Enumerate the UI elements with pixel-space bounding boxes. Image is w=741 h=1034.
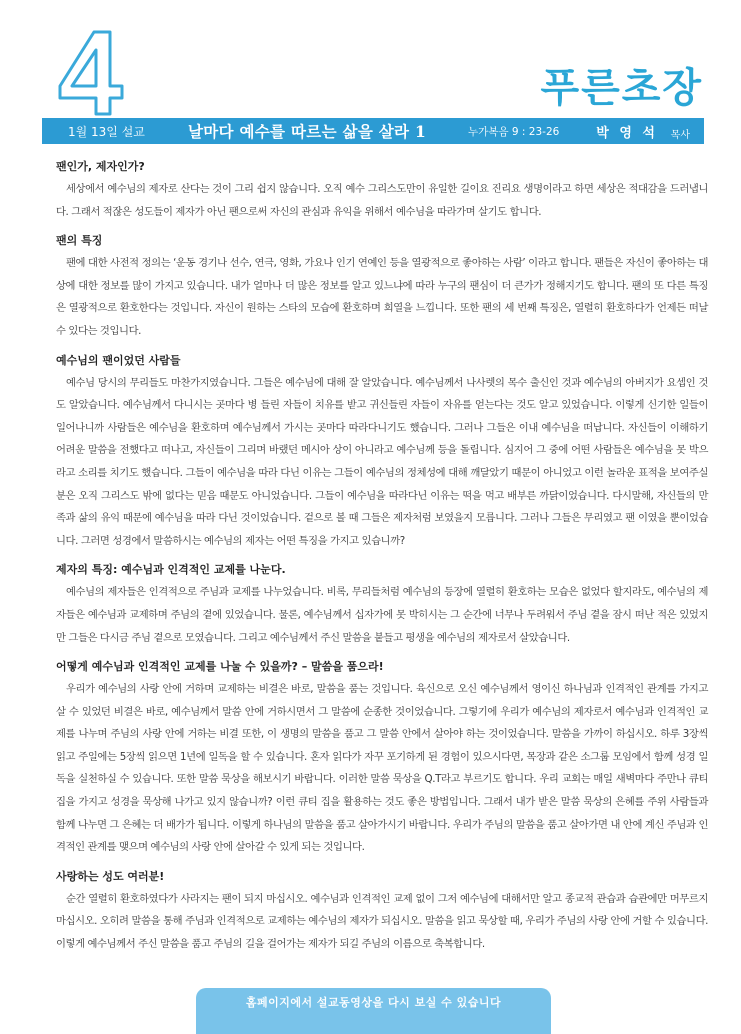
section-heading: 예수님의 팬이었던 사람들	[56, 353, 181, 367]
brand-title: 푸른초장	[540, 65, 703, 111]
sermon-scripture: 누가복음 9 : 23-26	[468, 126, 560, 138]
preacher-name: 박 영 석	[596, 125, 658, 141]
section-fan-traits	[56, 231, 708, 342]
section-body: 순간 열렬히 환호하였다가 사라지는 팬이 되지 마십시오. 예수님과 인격적인 교제 없이 그저 예수님에 대해서만 알고 종교적 관습과 습관에만 머무르지 마십시오. 오히려 말씀을 통해 주님과 인격적으로 교제하는 예수님의 제자가 되십시오. 말씀을 읽고 묵상할 때, 우리가 주님의 사랑 안에 거할 수 있습니다. 이렇게 예수님께서 주신 말씀을 품고 주님의 길을 걸어가는 제자가 되길 주님의 이름으로 축복합니다.	[56, 892, 708, 951]
section-body: 우리가 예수님의 사랑 안에 거하며 교제하는 비결은 바로, 말씀을 품는 것입니다. 육신으로 오신 예수님께서 영이신 하나님과 인격적인 관계를 가지고 살 수 있었던 비결은 바로, 예수님께서 말씀 안에 거하시면서 그 말씀에 순종한 것이었습니다. 그렇기에 우리가 예수님의 제자로서 예수님과 인격적인 교제를 나누며 주님의 사랑 안에 거하는 비결 또한, 이 생명의 말씀을 품고 그 말씀 안에서 살아야 하는 것이었습니다. 말씀을 가까이 하십시오. 하루 3장씩 읽고 주일에는 5장씩 읽으면 1년에 일독을 할 수 있습니다. 혼자 읽다가 자꾸 포기하게 된 경험이 있으시다면, 목장과 같은 소그룹 모임에서 함께 성경 일독을 실천하실 수 있습니다. 또한 말씀 묵상을 해보시기 바랍니다. 이러한 말씀 묵상을 Q.T라고 부르기도 합니다. 우리 교회는 매일 새벽마다 주만나 큐티집을 가지고 성경을 묵상해 나가고 있지 않습니까? 이런 큐티 집을 활용하는 것도 좋은 방법입니다. 그래서 내가 받은 말씀 묵상의 은혜를 주위 사람들과 함께 나누면 그 은혜는 더 배가가 됩니다. 이렇게 하나님의 말씀을 품고 살아가시기 바랍니다. 우리가 주님의 말씀을 품고 살아가면 내 안에 계신 주님과 인격적인 관계를 맺으며 예수님의 사랑 안에 살아갈 수 있게 되는 것입니다.	[56, 683, 708, 854]
section-heading: 제자의 특징: 예수님과 인격적인 교제를 나눈다.	[56, 563, 286, 577]
sermon-title: 날마다 예수를 따르는 삶을 살라 1	[188, 122, 427, 141]
sermon-content	[56, 157, 708, 964]
section-heading: 어떻게 예수님과 인격적인 교제를 나눌 수 있을까? – 말씀을 품으라!	[56, 660, 384, 674]
video-notice-tab: 홈페이지에서 설교동영상을 다시 보실 수 있습니다	[196, 988, 551, 1034]
section-body: 예수님 당시의 무리들도 마찬가지였습니다. 그들은 예수님에 대해 잘 알았습니다. 예수님께서 나사렛의 목수 출신인 것과 예수님의 아버지가 요셉인 것도 알았습니다. 예수님께서 다니시는 곳마다 병 들린 자들이 치유를 받고 귀신들린 자들이 자유를 얻는다는 것도 알고 있었습니다. 이렇게 신기한 일들이 일어나니까 사람들은 예수님을 환호하며 예수님께서 가시는 곳마다 따라다니기도 했습니다. 그러나 그들은 이내 예수님을 떠납니다. 자신들이 이해하기 어려운 말씀을 전했다고 떠나고, 자신들이 그리며 바랬던 메시아 상이 아니라고 예수님께 등을 돌립니다. 심지어 그 중에 어떤 사람들은 예수님을 못 박으라고 소리를 치기도 했습니다. 그들이 예수님을 따라 다닌 이유는 그들이 예수님의 정체성에 대해 깨달았기 때문이 아니었고 이런 놀라운 표적을 보여주실 분은 오직 그리스도 밖에 없다는 믿음 때문도 아니었습니다. 그들이 예수님을 따라다닌 이유는 떡을 먹고 배부른 까닭이었습니다. 다시말해, 자신들의 만족과 삶의 유익 때문에 예수님을 따라 다닌 것이었습니다. 겉으로 볼 때 그들은 제자처럼 보였을지 모릅니다. 그러나 그들은 무리였고 팬 이였을 뿐이었습니다. 그러면 성경에서 말씀하시는 예수님의 제자는 어떤 특징을 가지고 있습니까?	[56, 376, 708, 547]
sermon-date: 1월 13일 설교	[68, 124, 145, 139]
section-jesus-fans	[56, 351, 708, 553]
section-body: 세상에서 예수님의 제자로 산다는 것이 그리 쉽지 않습니다. 오직 예수 그리스도만이 유일한 길이요 진리요 생명이라고 하면 세상은 적대감을 드러냅니다. 그래서 적잖은 성도들이 제자가 아닌 팬으로써 자신의 관심과 유익을 위해서 예수님을 따라가며 살기도 합니다.	[56, 183, 708, 218]
section-disciple-traits	[56, 560, 708, 649]
section-heading: 팬인가, 제자인가?	[56, 160, 145, 173]
section-heading: 사랑하는 성도 여러분!	[56, 869, 165, 883]
section-body: 예수님의 제자들은 인격적으로 주님과 교제를 나누었습니다. 비록, 무리들처럼 예수님의 등장에 열렬히 환호하는 모습은 없었다 할지라도, 예수님의 제자들은 예수님과 교제하며 주님의 곁에 있었습니다. 물론, 예수님께서 십자가에 못 박히시는 그 순간에 너무나 두려워서 주님 곁을 잠시 떠난 적은 있었지만 그들은 다시금 주님 곁으로 모였습니다. 그리고 예수님께서 주신 말씀을 붙들고 평생을 예수님의 제자로서 살았습니다.	[56, 586, 708, 644]
page-number-graphic	[56, 28, 126, 116]
section-heading: 팬의 특징	[56, 234, 103, 248]
section-embrace-word	[56, 657, 708, 859]
preacher-role: 목사	[670, 130, 690, 141]
sermon-header-bar	[42, 118, 704, 144]
section-body: 팬에 대한 사전적 정의는 ‘운동 경기나 선수, 연극, 영화, 가요나 인기 연예인 등을 열광적으로 좋아하는 사람’ 이라고 합니다. 팬들은 자신이 좋아하는 대상에 대한 정보를 많이 가지고 있습니다. 내가 얼마나 더 많은 정보를 알고 있느냐에 따라 누구의 팬심이 더 큰가가 정해지기도 합니다. 팬의 또 다른 특징은 열광적으로 환호한다는 것입니다. 자신이 원하는 스타의 모습에 환호하며 희열을 느낍니다. 또한 팬의 세 번째 특징은, 열렬히 환호하다가 언제든 떠날 수 있다는 것입니다.	[56, 257, 708, 337]
section-fan-or-disciple	[56, 157, 708, 223]
section-closing	[56, 867, 708, 956]
